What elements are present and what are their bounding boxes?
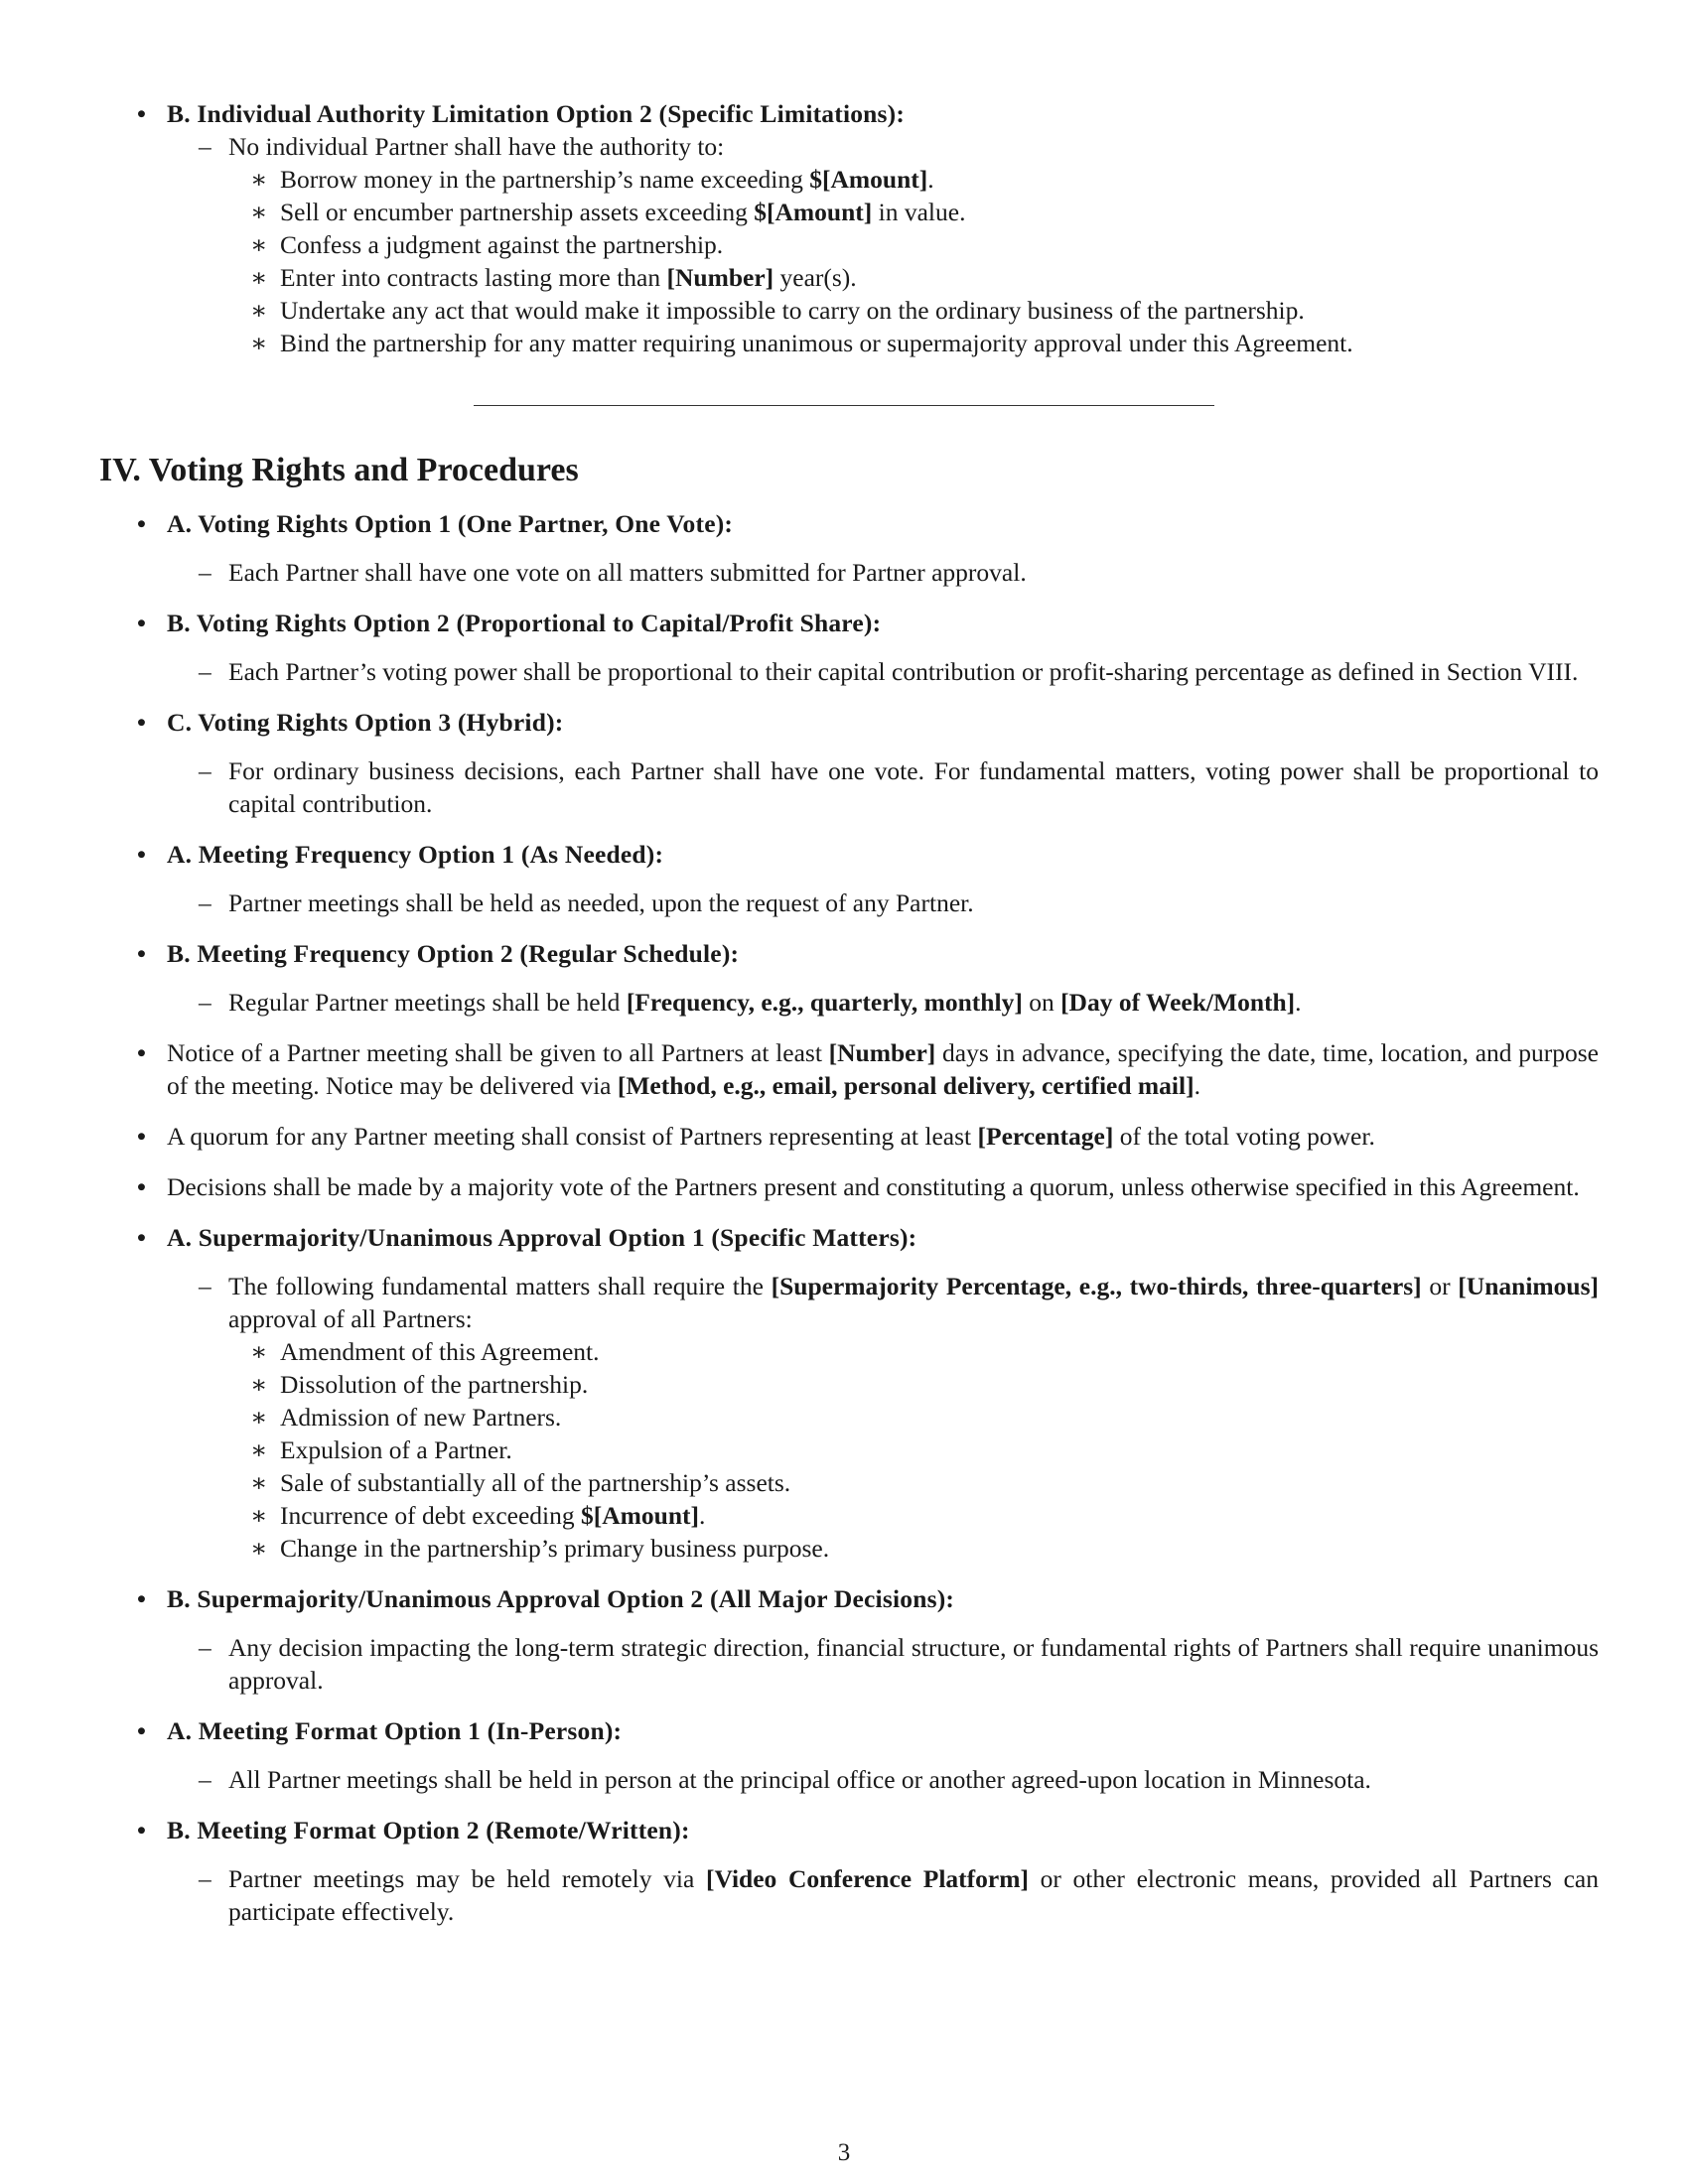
option-heading: C. Voting Rights Option 3 (Hybrid): [167,708,564,737]
item-text: Undertake any act that would make it impossible to carry on the ordinary business of the partnership. [280,296,1305,325]
item-text: Bind the partnership for any matter requiring unanimous or supermajority approval under this Agreement. [280,329,1353,357]
section-4-body [99,507,1599,1928]
item-text: Borrow money in the partnership’s name exceeding [280,165,810,194]
option-heading: B. Individual Authority Limitation Option 2 (Specific Limitations): [167,99,906,128]
list-item [99,97,1599,130]
paragraph-text: Any decision impacting the long-term strategic direction, financial structure, or fundamental rights of Partners shall require unanimous approval. [228,1633,1599,1695]
placeholder-field: $[Amount] [809,165,928,194]
option-heading: A. Supermajority/Unanimous Approval Option 1 (Specific Matters): [167,1223,917,1252]
bullet-icon: • [137,840,146,869]
placeholder-field: $[Amount] [754,198,873,226]
dash-icon: – [199,988,211,1017]
bullet-icon: • [137,1122,146,1151]
list-item [99,1270,1599,1335]
dash-icon: – [199,888,211,917]
bullet-icon: • [137,939,146,968]
list-item [99,196,1599,228]
paragraph-text: For ordinary business decisions, each Partner shall have one vote. For fundamental matters, voting power shall be proportional to capital contribution. [228,756,1599,818]
limitations-list [99,163,1599,359]
asterisk-icon: ∗ [250,230,268,259]
placeholder-field: [Unanimous] [1458,1272,1599,1300]
option-heading: A. Meeting Frequency Option 1 (As Needed): [167,840,664,869]
section-title: IV. Voting Rights and Procedures [99,452,579,488]
item-text: Amendment of this Agreement. [280,1337,600,1366]
paragraph-text: Decisions shall be made by a majority vote of the Partners present and constituting a quorum, unless otherwise specified in this Agreement. [167,1172,1580,1201]
item-text: Enter into contracts lasting more than [280,263,667,292]
placeholder-field: [Method, e.g., email, personal delivery, certified mail] [617,1071,1195,1100]
bullet-icon: • [137,99,146,128]
dash-icon: – [199,1272,211,1300]
placeholder-field: [Percentage] [977,1122,1114,1151]
option-heading: B. Voting Rights Option 2 (Proportional to Capital/Profit Share): [167,609,882,637]
paragraph-text: No individual Partner shall have the authority to: [228,132,725,161]
list-item [99,1401,1599,1433]
item-text: Dissolution of the partnership. [280,1370,589,1399]
list-item [99,1120,1599,1153]
paragraph-text: . [1194,1071,1200,1100]
option-heading: B. Meeting Frequency Option 2 (Regular Schedule): [167,939,740,968]
paragraph-text: Regular Partner meetings shall be held [228,988,627,1017]
list-item [99,706,1599,739]
list-item [99,1631,1599,1697]
asterisk-icon: ∗ [250,198,268,226]
placeholder-field: [Supermajority Percentage, e.g., two-thirds, three-quarters] [771,1272,1422,1300]
list-item [99,655,1599,688]
asterisk-icon: ∗ [250,165,268,194]
list-item [99,1170,1599,1203]
paragraph-text: Partner meetings may be held remotely via [228,1864,706,1893]
list-item [99,937,1599,970]
dash-icon: – [199,1765,211,1794]
list-item [99,1499,1599,1532]
bullet-icon: • [137,509,146,538]
bullet-icon: • [137,1716,146,1745]
paragraph-text: The following fundamental matters shall require the [228,1272,772,1300]
dash-icon: – [199,1633,211,1662]
bullet-icon: • [137,1172,146,1201]
paragraph-text: A quorum for any Partner meeting shall consist of Partners representing at least [167,1122,978,1151]
dash-icon: – [199,1864,211,1893]
list-item [99,507,1599,540]
list-item [99,1335,1599,1368]
paragraph-text: Each Partner shall have one vote on all matters submitted for Partner approval. [228,558,1027,587]
asterisk-icon: ∗ [250,1534,268,1563]
list-item [99,1814,1599,1846]
paragraph-text: approval of all Partners: [228,1304,473,1333]
list-item [99,261,1599,294]
option-heading: B. Meeting Format Option 2 (Remote/Written): [167,1816,690,1844]
placeholder-field: [Number] [666,263,774,292]
list-item [99,1466,1599,1499]
list-item [99,294,1599,327]
list-item [99,754,1599,820]
placeholder-field: [Number] [828,1038,936,1067]
list-item [99,1763,1599,1796]
list-item [99,556,1599,589]
bullet-icon: • [137,708,146,737]
asterisk-icon: ∗ [250,1370,268,1399]
fundamental-matters-list [99,1335,1599,1565]
asterisk-icon: ∗ [250,1403,268,1432]
bullet-icon: • [137,1816,146,1844]
paragraph-text: Notice of a Partner meeting shall be given to all Partners at least [167,1038,829,1067]
item-text: Admission of new Partners. [280,1403,562,1432]
list-item [99,1221,1599,1254]
item-text: Change in the partnership’s primary business purpose. [280,1534,830,1563]
item-text: in value. [872,198,966,226]
list-item [99,327,1599,359]
option-heading: A. Voting Rights Option 1 (One Partner, One Vote): [167,509,734,538]
asterisk-icon: ∗ [250,1501,268,1530]
list-item [99,986,1599,1019]
item-text: Sale of substantially all of the partnership’s assets. [280,1468,791,1497]
list-item [99,1433,1599,1466]
list-item [99,163,1599,196]
horizontal-rule [474,405,1214,406]
page-number: 3 [837,2139,851,2166]
list-item [99,838,1599,871]
section-3-continuation [99,97,1599,359]
dash-icon: – [199,132,211,161]
item-text: Sell or encumber partnership assets exceeding [280,198,755,226]
list-item [99,228,1599,261]
option-heading: B. Supermajority/Unanimous Approval Option 2 (All Major Decisions): [167,1584,955,1613]
paragraph-text: All Partner meetings shall be held in person at the principal office or another agreed-upon location in Minnesota. [228,1765,1371,1794]
asterisk-icon: ∗ [250,1468,268,1497]
list-item [99,887,1599,919]
list-item [99,1714,1599,1747]
bullet-icon: • [137,1223,146,1252]
paragraph-text: on [1022,988,1061,1017]
item-text: . [927,165,934,194]
paragraph-text: of the total voting power. [1113,1122,1375,1151]
list-item [99,130,1599,163]
list-item [99,1532,1599,1565]
paragraph-text: Each Partner’s voting power shall be proportional to their capital contribution or profit-sharing percentage as defined in Section VIII. [228,657,1579,686]
dash-icon: – [199,558,211,587]
asterisk-icon: ∗ [250,329,268,357]
item-text: Expulsion of a Partner. [280,1435,512,1464]
placeholder-field: [Frequency, e.g., quarterly, monthly] [626,988,1023,1017]
paragraph-text: or [1421,1272,1459,1300]
list-item [99,1582,1599,1615]
item-text: . [699,1501,706,1530]
asterisk-icon: ∗ [250,296,268,325]
bullet-icon: • [137,609,146,637]
asterisk-icon: ∗ [250,1435,268,1464]
list-item [99,1862,1599,1928]
placeholder-field: [Day of Week/Month] [1060,988,1296,1017]
paragraph-text: . [1295,988,1302,1017]
dash-icon: – [199,756,211,785]
placeholder-field: $[Amount] [581,1501,699,1530]
item-text: Incurrence of debt exceeding [280,1501,581,1530]
list-item [99,1036,1599,1102]
item-text: Confess a judgment against the partnership. [280,230,724,259]
paragraph-text: or other electronic means, provided all Partners can participate effectively. [228,1864,1599,1926]
option-heading: A. Meeting Format Option 1 (In-Person): [167,1716,623,1745]
item-text: year(s). [774,263,857,292]
asterisk-icon: ∗ [250,263,268,292]
list-item [99,607,1599,639]
list-item [99,1368,1599,1401]
paragraph-text: Partner meetings shall be held as needed, upon the request of any Partner. [228,888,974,917]
paragraph-text: days in advance, specifying the date, time, location, and purpose of the meeting. Notice may be delivered via [167,1038,1599,1100]
bullet-icon: • [137,1038,146,1067]
placeholder-field: [Video Conference Platform] [705,1864,1029,1893]
asterisk-icon: ∗ [250,1337,268,1366]
bullet-icon: • [137,1584,146,1613]
dash-icon: – [199,657,211,686]
